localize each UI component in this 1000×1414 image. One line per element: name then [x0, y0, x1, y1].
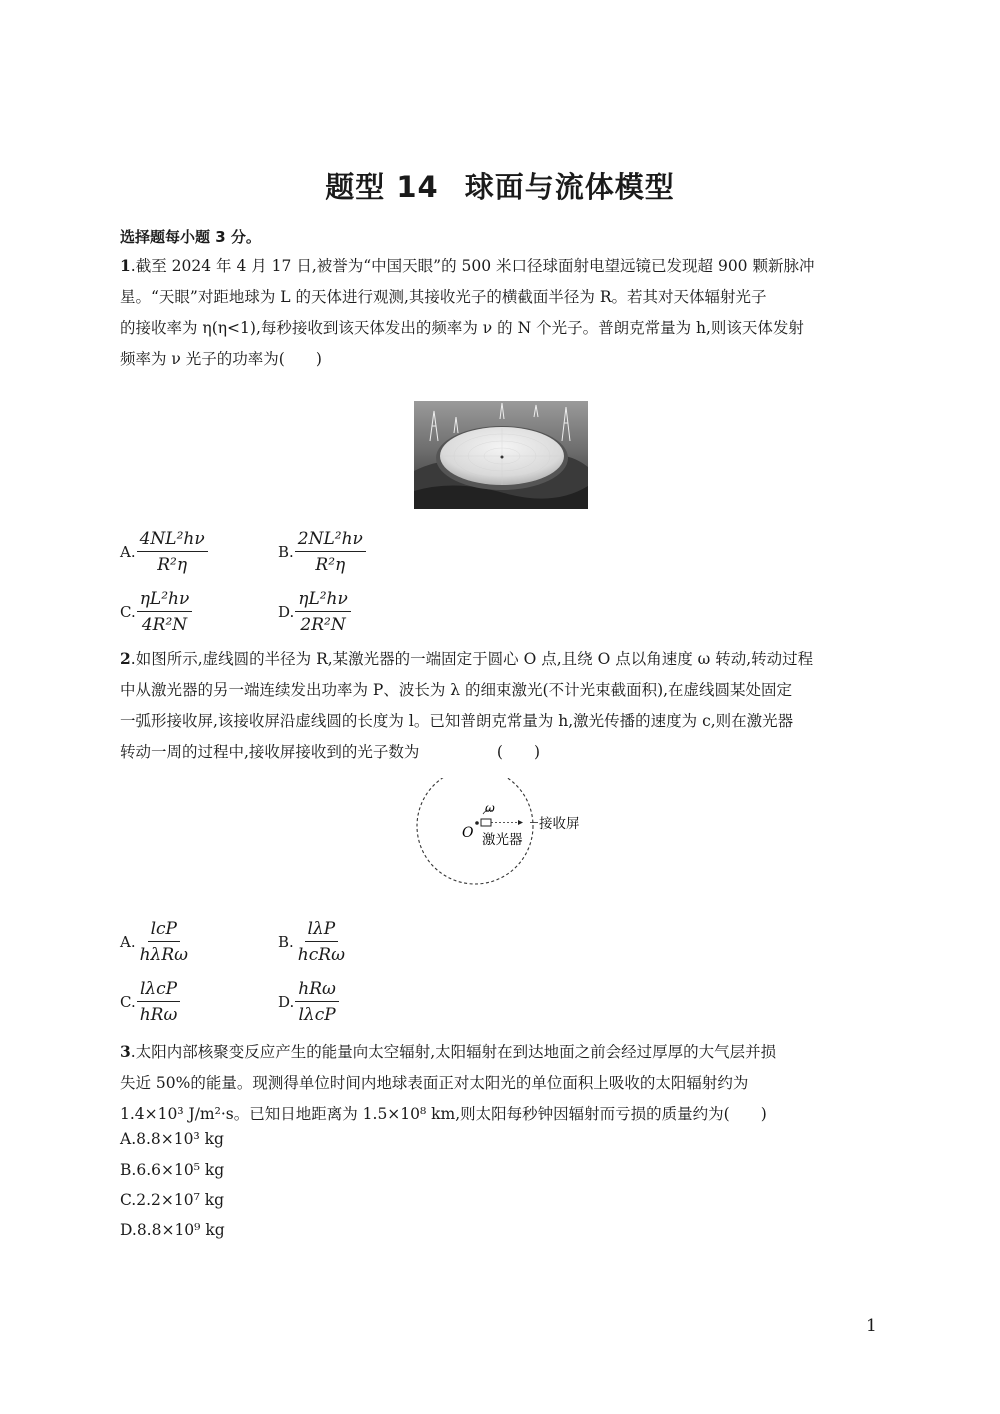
question-2-text [120, 643, 880, 768]
q1-line-2: 星。“天眼”对距地球为 L 的天体进行观测,其接收光子的横截面半径为 R。若其对天体辐射光子 [120, 288, 767, 306]
dashed-circle [417, 778, 533, 884]
page-title [0, 165, 1000, 206]
page-number: 1 [866, 1316, 877, 1336]
q1-number: 1 [120, 256, 131, 275]
question-3-text [120, 1036, 880, 1130]
laser-body [481, 819, 491, 826]
q2-line-4: 转动一周的过程中,接收屏接收到的光子数为 ( ) [120, 743, 541, 761]
q1-line-4: 频率为 ν 光子的功率为( ) [120, 350, 322, 368]
center-point [475, 821, 479, 825]
q3-option-b[interactable]: B.6.6×10⁵ kg [120, 1161, 225, 1179]
q2-option-b[interactable]: B. $\frac{\text{lλP}}{\text{hcRω}}$ [278, 919, 345, 965]
q1-option-b[interactable]: B. $\frac{\text{2NL²hν}}{\text{R²η}}$ [278, 528, 366, 576]
q2-option-d[interactable]: D. $\frac{\text{hRω}}{\text{lλcP}}$ [278, 978, 339, 1026]
screen-label: 接收屏 [539, 816, 580, 832]
section-intro: 选择题每小题 3 分。 [120, 228, 261, 246]
q2-line-2: 中从激光器的另一端连续发出功率为 P、波长为 λ 的细束激光(不计光束截面积),在虚线圆某处固定 [120, 681, 793, 699]
question-1-text [120, 250, 880, 375]
omega-label: ω [485, 801, 495, 815]
q1-line-3: 的接收率为 η(η<1),每秒接收到该天体发出的频率为 ν 的 N 个光子。普朗克常量为 h,则该天体发射 [120, 319, 804, 337]
laser-label: 激光器 [482, 832, 523, 848]
q3-line-1: 3.太阳内部核聚变反应产生的能量向太空辐射,太阳辐射在到达地面之前会经过厚厚的大气层并损 [120, 1042, 777, 1061]
q2-line-1: 2.如图所示,虚线圆的半径为 R,某激光器的一端固定于圆心 O 点,且绕 O 点以角速度 ω 转动,转动过程 [120, 649, 814, 668]
title-main: 球面与流体模型 [464, 170, 675, 204]
q1-option-c[interactable]: C. $\frac{\text{ηL²hν}}{\text{4R²N}}$ [120, 588, 192, 636]
fast-telescope-photo [414, 401, 588, 509]
origin-label: O [462, 825, 474, 841]
title-prefix: 题型 14 [325, 170, 439, 204]
q3-number: 3 [120, 1042, 131, 1061]
laser-circle-diagram [405, 778, 605, 888]
q3-option-a[interactable]: A.8.8×10³ kg [120, 1130, 224, 1148]
q2-option-a[interactable]: A. $\frac{\text{lcP}}{\text{hλRω}}$ [120, 919, 188, 965]
q3-option-c[interactable]: C.2.2×10⁷ kg [120, 1191, 225, 1209]
q2-option-c[interactable]: C. $\frac{\text{lλcP}}{\text{hRω}}$ [120, 978, 180, 1026]
q2-line-3: 一弧形接收屏,该接收屏沿虚线圆的长度为 l。已知普朗克常量为 h,激光传播的速度为 c,则在激光器 [120, 712, 794, 730]
q1-option-a[interactable]: A. $\frac{\text{4NL²hν}}{\text{R²η}}$ [120, 528, 208, 576]
q3-line-3: 1.4×10³ J/m²·s。已知日地距离为 1.5×10⁸ km,则太阳每秒钟因辐射而亏损的质量约为( ) [120, 1105, 767, 1123]
q3-option-d[interactable]: D.8.8×10⁹ kg [120, 1221, 225, 1239]
beam-arrow [518, 820, 523, 825]
q1-option-d[interactable]: D. $\frac{\text{ηL²hν}}{\text{2R²N}}$ [278, 588, 351, 636]
q1-line-1: 1.截至 2024 年 4 月 17 日,被誉为“中国天眼”的 500 米口径球面射电望远镜已发现超 900 颗新脉冲 [120, 256, 815, 275]
q2-number: 2 [120, 649, 131, 668]
q3-line-2: 失近 50%的能量。现测得单位时间内地球表面正对太阳光的单位面积上吸收的太阳辐射约为 [120, 1074, 749, 1092]
